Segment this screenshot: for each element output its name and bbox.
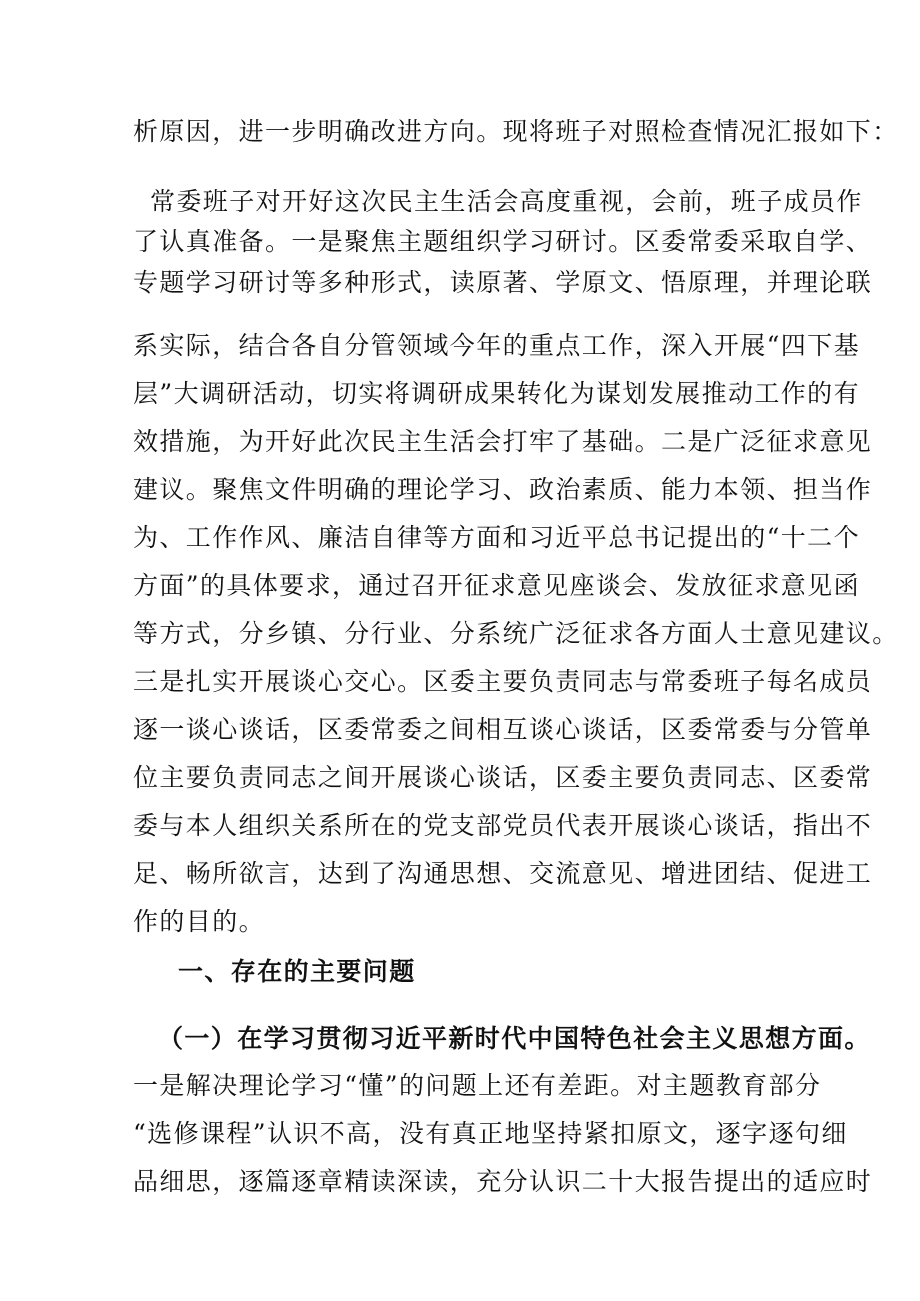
text-line: 析原因，进一步明确改进方向。现将班子对照检查情况汇报如下：	[133, 117, 899, 146]
text-line: 常委班子对开好这次民主生活会高度重视，会前，班子成员作	[150, 187, 863, 216]
section-heading: 一、存在的主要问题	[178, 957, 416, 986]
text-line: 逐一谈心谈话，区委常委之间相互谈心谈话，区委常委与分管单	[133, 715, 873, 744]
text-line: 层”大调研活动，切实将调研成果转化为谋划发展推动工作的有	[133, 379, 860, 408]
text-line: 等方式，分乡镇、分行业、分系统广泛征求各方面人士意见建议。	[133, 619, 899, 648]
text-line: 为、工作作风、廉洁自律等方面和习近平总书记提出的“十二个	[133, 523, 860, 552]
text-line: 一是解决理论学习“懂”的问题上还有差距。对主题教育部分	[133, 1071, 822, 1100]
text-line: 作的目的。	[133, 907, 266, 936]
text-line: “选修课程”认识不高，没有真正地坚持紧扣原文，逐字逐句细	[133, 1119, 848, 1148]
text-line: 了认真准备。一是聚焦主题组织学习研讨。区委常委采取自学、	[133, 227, 873, 256]
text-line: 系实际，结合各自分管领域今年的重点工作，深入开展“四下基	[133, 331, 860, 360]
text-line: 效措施，为开好此次民主生活会打牢了基础。二是广泛征求意见	[133, 427, 873, 456]
text-line: 委与本人组织关系所在的党支部党员代表开展谈心谈话，指出不	[133, 811, 873, 840]
text-line: 方面”的具体要求，通过召开征求意见座谈会、发放征求意见函	[133, 571, 860, 600]
text-line: 足、畅所欲言，达到了沟通思想、交流意见、增进团结、促进工	[133, 859, 873, 888]
text-line: 三是扎实开展谈心交心。区委主要负责同志与常委班子每名成员	[133, 667, 873, 696]
text-line: 建议。聚焦文件明确的理论学习、政治素质、能力本领、担当作	[133, 475, 873, 504]
text-line: 位主要负责同志之间开展谈心谈话，区委主要负责同志、区委常	[133, 763, 873, 792]
text-line: 专题学习研讨等多种形式，读原著、学原文、悟原理，并理论联	[133, 268, 873, 297]
text-line: 品细思，逐篇逐章精读深读，充分认识二十大报告提出的适应时	[133, 1167, 873, 1196]
subsection-heading: （一）在学习贯彻习近平新时代中国特色社会主义思想方面。	[158, 1024, 871, 1053]
